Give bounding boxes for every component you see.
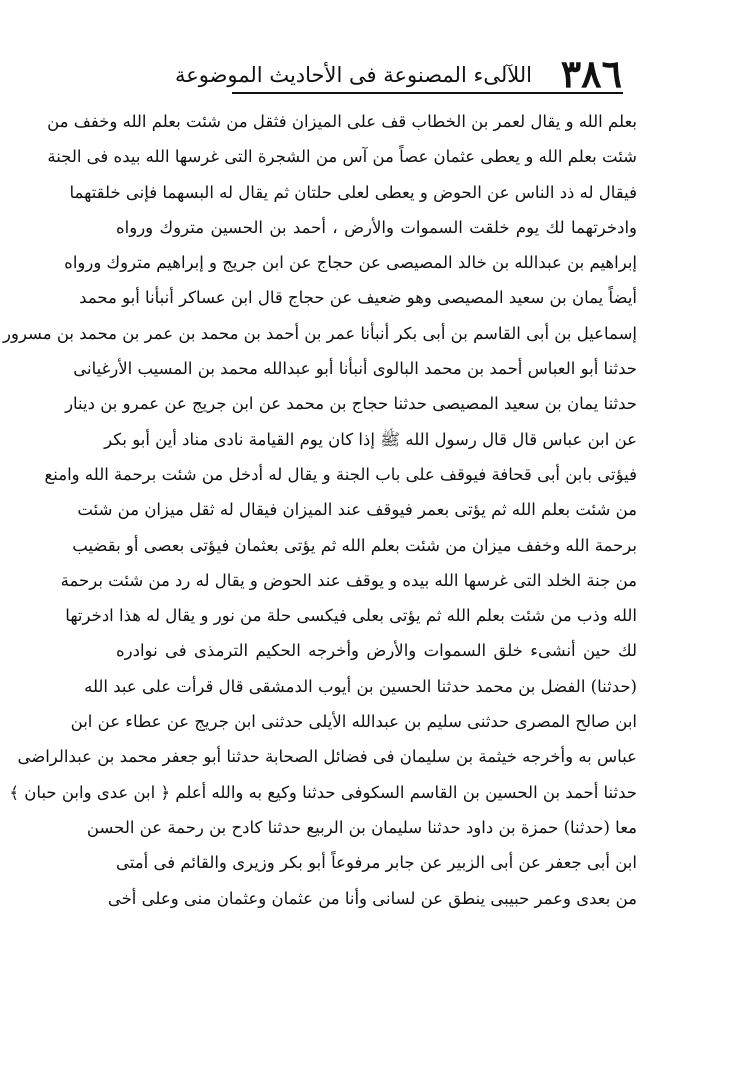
text-line: ابن صالح المصرى حدثنى سليم بن عبدالله الأيلى حدثنى ابن جريج عن عطاء عن ابن (70, 712, 637, 732)
text-line: عن ابن عباس قال قال رسول الله ﷺ إذا كان يوم القيامة نادى مناد أين أبو بكر (104, 429, 637, 449)
text-line: حدثنا يمان بن سعيد المصيصى حدثنا حجاج بن محمد عن ابن جريج عن عمرو بن دينار (65, 394, 637, 414)
text-line: الله وذب من شئت بعلم الله ثم يؤتى بعلى فيكسى حلة من نور و يقال له هذا ادخرتها (65, 606, 637, 626)
text-line: بعلم الله و يقال لعمر بن الخطاب قف على الميزان فثقل من شئت بعلم الله وخفف من (47, 112, 637, 131)
text-line: أيضاً يمان بن سعيد المصيصى وهو ضعيف عن حجاج قال ابن عساكر أنبأنا أبو محمد (79, 288, 637, 308)
text-line: إسماعيل بن أبى القاسم بن أبى بكر أنبأنا عمر بن أحمد بن محمد بن عمر بن محمد بن مسرور (3, 323, 637, 343)
text-line: فيقال له ذد الناس عن الحوض و يعطى لعلى حلتان ثم يقال له البسهما فإنى خلقتهما (69, 182, 637, 202)
text-line: من جنة الخلد التى غرسها الله بيده و يوقف عند الحوض و يقال له رد من شئت برحمة (60, 570, 637, 590)
text-line: (حدثنا) الفضل بن محمد حدثنا الحسين بن أيوب الدمشقى قال قرأت على عبد الله (84, 676, 637, 696)
running-title: اللآلىء المصنوعة فى الأحاديث الموضوعة (174, 63, 532, 87)
body-text (3, 104, 637, 916)
page-number: ٣٨٦ (560, 51, 622, 96)
text-line: وادخرتهما لك يوم خلقت السموات والأرض ، أحمد بن الحسين متروك ورواه (116, 217, 637, 237)
text-line: لك حين أنشىء خلق السموات والأرض وأخرجه الحكيم الترمذى فى نوادره (116, 641, 637, 661)
text-line: فيؤتى بابن أبى قحافة فيوقف على باب الجنة و يقال له أدخل من شئت برحمة الله وامنع (44, 464, 637, 484)
text-line: معا (حدثنا) حمزة بن داود حدثنا سليمان بن الربيع حدثنا كادح بن رحمة عن الحسن (86, 817, 637, 837)
text-line: من بعدى وعمر حبيبى ينطق عن لسانى وأنا من عثمان وعثمان منى وعلى أخى (107, 888, 637, 908)
text-line: ابن أبى جعفر عن أبى الزبير عن جابر مرفوعاً أبو بكر وزيرى والقائم فى أمتى (116, 853, 637, 873)
text-line: حدثنا أحمد بن الحسين بن القاسم السكوفى حدثنا وكيع به والله أعلم ﴿ ابن عدى وابن حبان ﴾ (9, 782, 637, 802)
text-line: شئت بعلم الله و يعطى عثمان عصاً من آس من الشجرة التى غرسها الله بيده فى الجنة (47, 147, 637, 167)
text-line: من شئت بعلم الله ثم يؤتى بعمر فيوقف عند الميزان فيقال له ثقل ميزان من شئت (77, 500, 637, 520)
text-line: برحمة الله وخفف ميزان من شئت بعلم الله ثم يؤتى بعثمان فيؤتى بعصى أو بقضيب (72, 535, 637, 555)
text-line: إبراهيم بن عبدالله بن خالد المصيصى عن حجاج عن ابن جريج و إبراهيم متروك ورواه (64, 253, 637, 273)
header-rule (232, 92, 623, 94)
text-line: عباس به وأخرجه خيثمة بن سليمان فى فضائل الصحابة حدثنا أبو جعفر محمد بن عبدالراضى (17, 747, 637, 767)
text-line: حدثنا أبو العباس أحمد بن محمد البالوى أنبأنا أبو عبدالله محمد بن المسيب الأرغيانى (73, 359, 637, 379)
